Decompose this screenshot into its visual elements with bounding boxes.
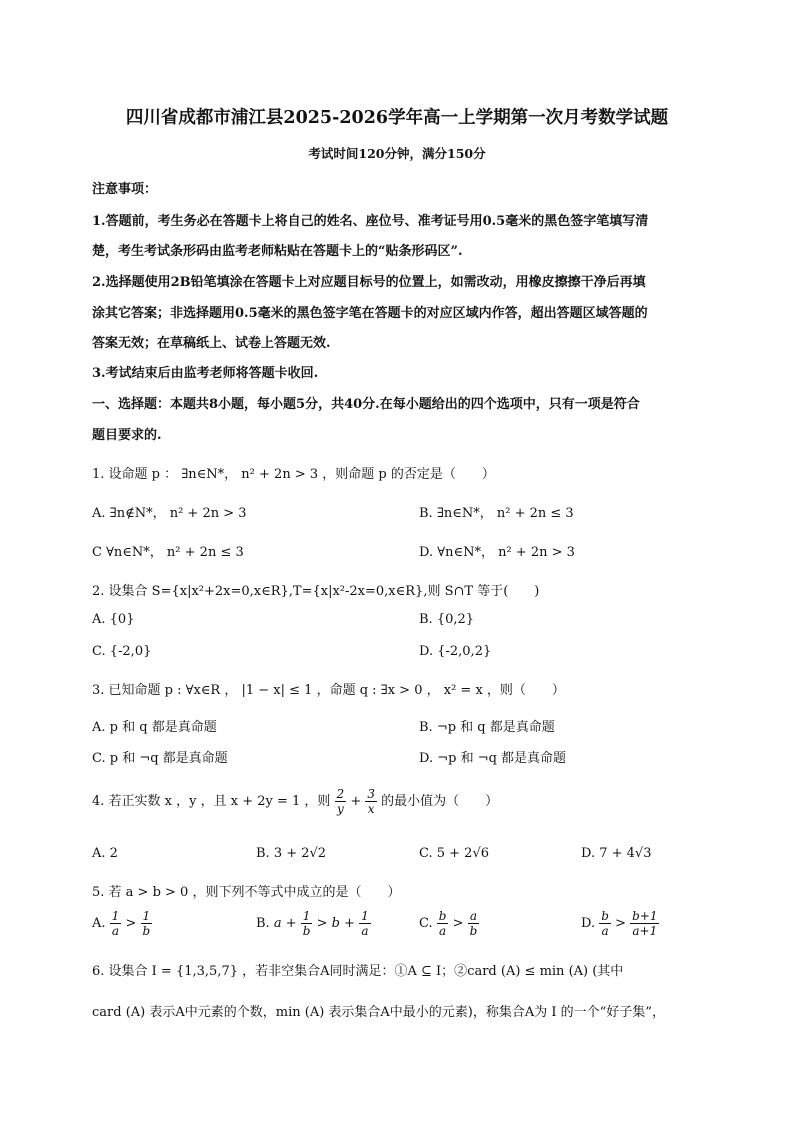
q3-option-b: B. ¬p 和 q 都是真命题 bbox=[419, 720, 555, 735]
notice-line: 2.选择题使用2B铅笔填涂在答题卡上对应题目标号的位置上，如需改动，用橡皮擦擦干净后再填 bbox=[92, 275, 646, 290]
q4-stem-post: 的最小值为（ ） bbox=[381, 794, 499, 809]
q2-option-d: D. {-2,0,2} bbox=[419, 644, 492, 659]
q3-option-d: D. ¬p 和 ¬q 都是真命题 bbox=[419, 751, 567, 766]
notice-line: 楚，考生考试条形码由监考老师粘贴在答题卡上的“贴条形码区”. bbox=[92, 244, 463, 259]
section-heading: 题目要求的. bbox=[92, 428, 162, 443]
q3-option-a: A. p 和 q 都是真命题 bbox=[92, 720, 217, 735]
q5-option-b: B. a + $\frac{1}{b}$ > b + $\frac{1}{a}$ bbox=[256, 909, 369, 938]
q4-option-b: B. 3 + 2√2 bbox=[256, 846, 327, 861]
notice-line: 3.考试结束后由监考老师将答题卡收回. bbox=[92, 366, 319, 381]
question-1-stem: 1. 设命题 p ： ∃n∈N*， n² + 2n > 3 ，则命题 p 的否定是（ ） bbox=[92, 467, 495, 482]
section-heading: 一、选择题：本题共8小题，每小题5分，共40分.在每小题给出的四个选项中，只有一项是符合 bbox=[92, 397, 640, 412]
question-2-stem: 2. 设集合 S={x|x²+2x=0,x∈R},T={x|x²-2x=0,x∈R},则 S∩T 等于( ) bbox=[92, 584, 540, 599]
q2-option-a: A. {0} bbox=[92, 612, 135, 627]
q1-option-c: C ∀n∈N*， n² + 2n ≤ 3 bbox=[92, 545, 244, 560]
exam-title: 四川省成都市浦江县2025-2026学年高一上学期第一次月考数学试题 bbox=[125, 108, 669, 128]
q2-option-c: C. {-2,0} bbox=[92, 644, 152, 659]
notice-line: 答案无效；在草稿纸上、试卷上答题无效. bbox=[92, 336, 331, 351]
q1-option-d: D. ∀n∈N*， n² + 2n > 3 bbox=[419, 545, 575, 560]
q1-option-a: A. ∃n∉N*， n² + 2n > 3 bbox=[92, 506, 247, 521]
q5-option-c: C. $\frac{b}{a}$ > $\frac{a}{b}$ bbox=[419, 909, 478, 938]
q1-option-b: B. ∃n∈N*， n² + 2n ≤ 3 bbox=[419, 506, 574, 521]
notice-line: 1.答题前，考生务必在答题卡上将自己的姓名、座位号、准考证号用0.5毫米的黑色签字笔填写清 bbox=[92, 214, 649, 229]
question-5-stem: 5. 若 a > b > 0 ，则下列不等式中成立的是（ ） bbox=[92, 885, 401, 900]
q4-fraction: $\frac{3}{x}$ bbox=[367, 787, 376, 816]
question-6-stem: 6. 设集合 I = {1,3,5,7} ，若非空集合A同时满足：①A ⊆ I；②card (A) ≤ min (A) (其中 bbox=[92, 964, 624, 979]
question-4-stem: 4. 若正实数 x ，y ，且 x + 2y = 1 ，则 $\frac{2}{y}$ + $\frac{3}{x}$ 的最小值为（ ） bbox=[92, 787, 499, 816]
q4-fraction: $\frac{2}{y}$ bbox=[336, 787, 345, 816]
notice-line: 涂其它答案；非选择题用0.5毫米的黑色签字笔在答题卡的对应区域内作答，超出答题区域答题的 bbox=[92, 306, 648, 321]
q4-option-a: A. 2 bbox=[92, 846, 118, 861]
q5-option-a: A. $\frac{1}{a}$ > $\frac{1}{b}$ bbox=[92, 909, 151, 938]
q3-option-c: C. p 和 ¬q 都是真命题 bbox=[92, 751, 228, 766]
q2-option-b: B. {0,2} bbox=[419, 612, 475, 627]
q4-option-c: C. 5 + 2√6 bbox=[419, 846, 490, 861]
q5-option-d: D. $\frac{b}{a}$ > $\frac{b+1}{a+1}$ bbox=[581, 909, 658, 938]
q4-option-d: D. 7 + 4√3 bbox=[581, 846, 652, 861]
notice-heading: 注意事项： bbox=[92, 182, 158, 197]
question-6-stem: card (A) 表示A中元素的个数，min (A) 表示集合A中最小的元素)，称集合A为 I 的一个“好子集”， bbox=[92, 1005, 665, 1020]
q4-stem-pre: 4. 若正实数 x ，y ，且 x + 2y = 1 ，则 bbox=[92, 794, 331, 809]
question-3-stem: 3. 已知命题 p : ∀x∈R ， |1 − x| ≤ 1 ，命题 q : ∃x > 0 ， x² = x ，则（ ） bbox=[92, 683, 565, 698]
exam-subtitle: 考试时间120分钟，满分150分 bbox=[308, 146, 486, 161]
